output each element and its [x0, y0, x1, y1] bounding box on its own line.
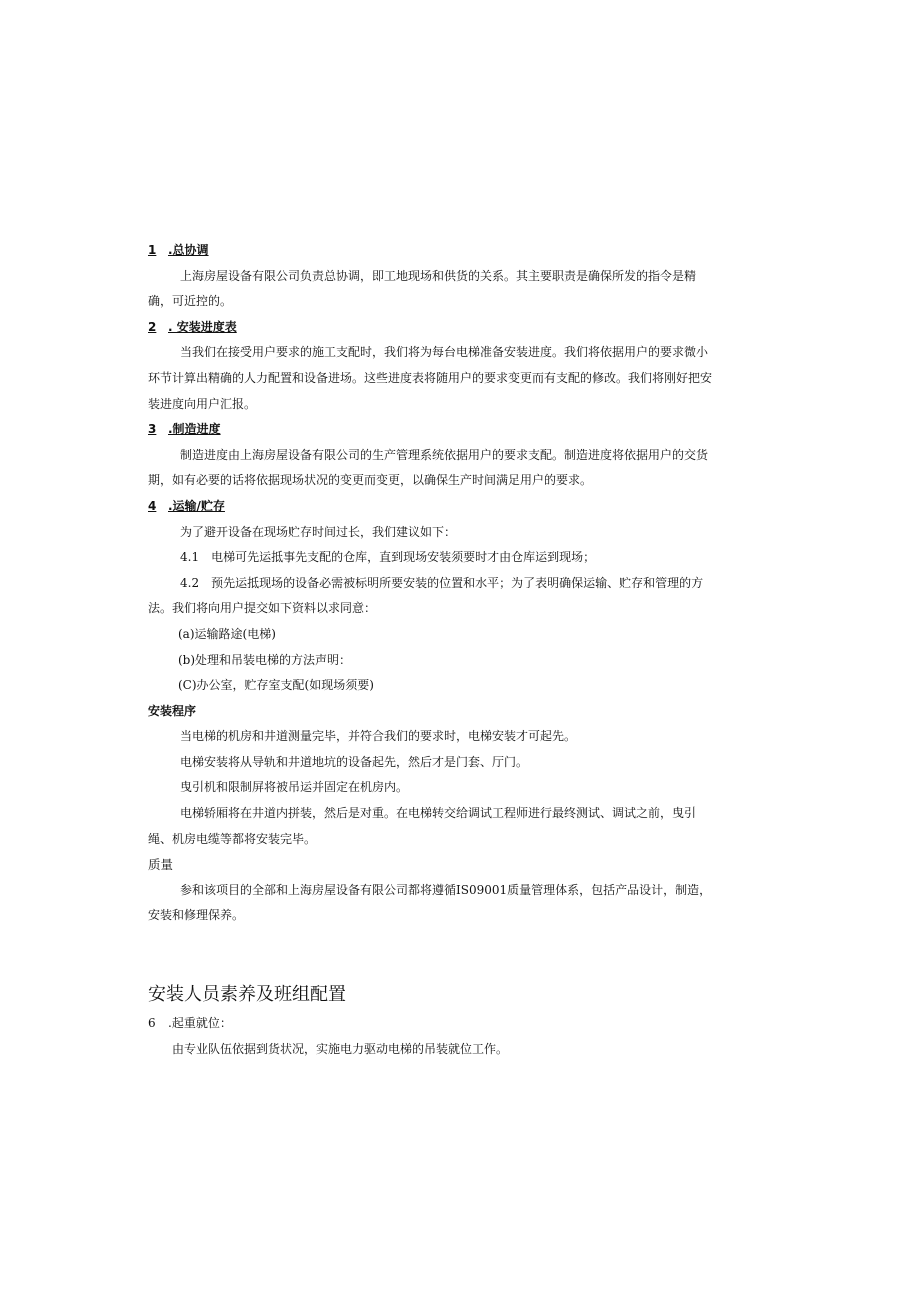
section-title: . 安装进度表: [168, 319, 237, 334]
section-4-heading: [148, 494, 718, 520]
section-number: 1: [148, 243, 157, 257]
procedure-title: 安装程序: [148, 703, 197, 718]
document-page: [148, 238, 718, 1062]
section-2-paragraph: 当我们在接受用户要求的施工支配时，我们将为每台电梯准备安装进度。我们将依据用户的要求微小环节计算出精确的人力配置和设备进场。这些进度表将随用户的要求变更而有支配的修改。我们将刚好把安装进度向用户汇报。: [148, 345, 713, 411]
section-number: 4: [148, 498, 157, 513]
staffing-item-number: 6: [148, 1016, 156, 1031]
section-title: .总协调: [168, 243, 209, 257]
section-2-heading: [148, 315, 718, 341]
staffing-item-6: [148, 1011, 718, 1037]
quality-heading: 质量: [148, 857, 174, 873]
staffing-heading: 安装人员素养及班组配置: [148, 984, 346, 1006]
staffing-item-text: 由专业队伍依据到货状况，实施电力驱动电梯的吊装就位工作。: [172, 1041, 509, 1056]
section-4-subitem-a: (a)运输路途(电梯): [178, 626, 276, 641]
section-3-paragraph: 制造进度由上海房屋设备有限公司的生产管理系统依据用户的要求支配。制造进度将依据用户的交货期，如有必要的话将依据现场状况的变更而变更，以确保生产时间满足用户的要求。: [148, 447, 709, 488]
section-4-item-1: 4.1 电梯可先运抵事先支配的仓库，直到现场安装须要时才由仓库运到现场；: [180, 550, 596, 565]
section-title: .制造进度: [168, 422, 221, 437]
procedure-heading: [148, 699, 718, 725]
section-1-paragraph: 上海房屋设备有限公司负责总协调，即工地现场和供货的关系。其主要职责是确保所发的指令是精确，可近控的。: [148, 268, 697, 309]
section-number: 2: [148, 319, 157, 334]
section-1-heading: [148, 238, 718, 264]
section-4-subitem-b: (b)处理和吊装电梯的方法声明：: [178, 652, 352, 667]
procedure-paragraph-3: 曳引机和限制屏将被吊运并固定在机房内。: [180, 780, 409, 795]
procedure-paragraph-4: 电梯轿厢将在井道内拼装，然后是对重。在电梯转交给调试工程师进行最终测试、调试之前，曳引绳、机房电缆等都将安装完毕。: [148, 806, 697, 846]
section-4-intro: 为了避开设备在现场贮存时间过长，我们建议如下：: [180, 524, 457, 539]
section-3-heading: [148, 417, 718, 443]
section-4-item-2: 4.2 预先运抵现场的设备必需被标明所要安装的位置和水平；为了表明确保运输、贮存和管理的方法。我们将向用户提交如下资料以求同意：: [148, 575, 704, 616]
procedure-paragraph-2: 电梯安装将从导轨和井道地坑的设备起先，然后才是门套、厅门。: [180, 754, 529, 769]
section-number: 3: [148, 422, 157, 437]
quality-paragraph: 参和该项目的全部和上海房屋设备有限公司都将遵循IS09001质量管理体系，包括产品设计，制造，安装和修理保养。: [148, 882, 712, 923]
section-title: .运输/贮存: [168, 498, 225, 513]
staffing-item-title: .起重就位：: [168, 1016, 232, 1031]
procedure-paragraph-1: 当电梯的机房和井道测量完毕，并符合我们的要求时，电梯安装才可起先。: [180, 729, 577, 744]
section-4-subitem-c: (C)办公室，贮存室支配(如现场须要): [178, 678, 374, 693]
